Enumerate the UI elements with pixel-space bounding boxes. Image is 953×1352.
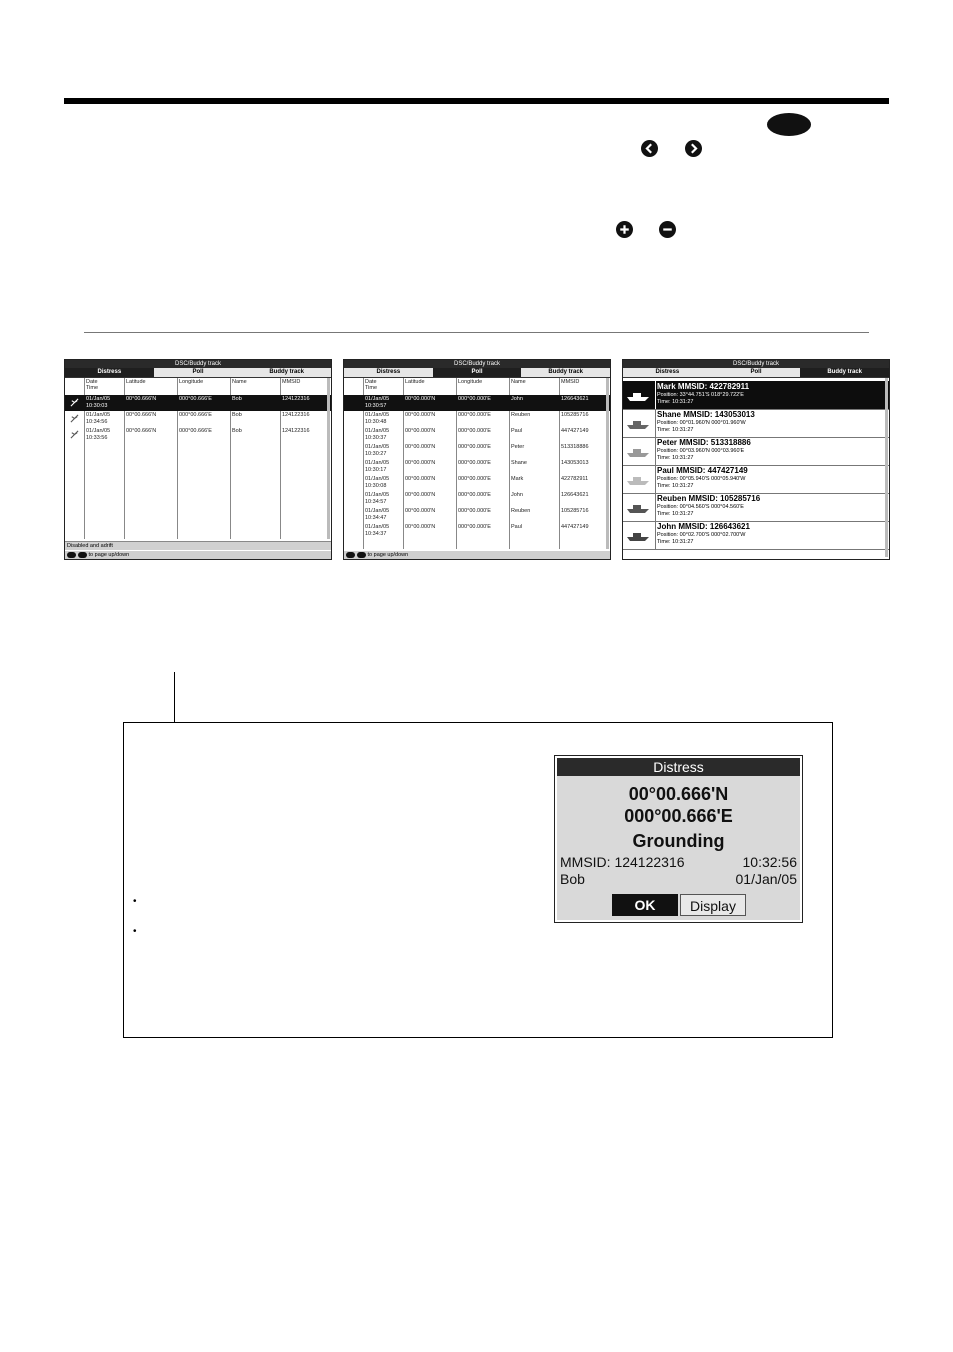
- row-longitude: 000°00.000'E: [458, 492, 491, 498]
- list-item[interactable]: [623, 409, 889, 438]
- row-time: 10:30:48: [365, 419, 387, 425]
- row-mmsid: 124122316: [282, 396, 310, 402]
- tab-bar: [65, 368, 331, 378]
- list-item[interactable]: [623, 493, 889, 522]
- tab-distress[interactable]: Distress: [623, 368, 712, 377]
- row-latitude: 00°00.000'N: [405, 444, 436, 450]
- footer-text: to page up/down: [88, 552, 130, 558]
- right-arrow-key-icon: [685, 140, 702, 157]
- buddy-name: Mark MMSID: 422782911: [657, 382, 750, 391]
- col-mmsid: MMSID: [282, 379, 301, 385]
- table-row[interactable]: [344, 395, 610, 411]
- scrollbar[interactable]: [885, 378, 888, 557]
- distress-flag-icon: [70, 430, 79, 439]
- row-latitude: 00°00.000'N: [405, 492, 436, 498]
- col-name: Name: [511, 379, 526, 385]
- tab-buddy-track[interactable]: Buddy track: [521, 368, 610, 377]
- buddy-name: Paul MMSID: 447427149: [657, 466, 748, 475]
- row-latitude: 00°00.000'N: [405, 508, 436, 514]
- distress-list-screen: [64, 359, 332, 560]
- table-row[interactable]: [344, 507, 610, 523]
- language-badge: [767, 113, 811, 136]
- tab-distress[interactable]: Distress: [344, 368, 433, 377]
- buddy-name: Shane MMSID: 143053013: [657, 410, 755, 419]
- row-name: Paul: [511, 428, 523, 434]
- tab-buddy-track[interactable]: Buddy track: [242, 368, 331, 377]
- buddy-position: Position: 00°05.940'S 000°05.940'W: [657, 476, 746, 482]
- col-latitude: Latitude: [126, 379, 146, 385]
- page-down-key-icon: [78, 552, 87, 558]
- row-time: 10:34:57: [365, 499, 387, 505]
- buddy-name: Peter MMSID: 513318886: [657, 438, 751, 447]
- popup-name: Bob: [560, 871, 585, 887]
- table-header: [344, 378, 610, 394]
- row-name: Peter: [511, 444, 525, 450]
- row-date: 01/Jan/05: [365, 524, 390, 530]
- table-row[interactable]: [65, 395, 331, 411]
- status-line: Disabled and adrift: [65, 541, 331, 550]
- row-longitude: 000°00.666'E: [179, 428, 212, 434]
- col-longitude: Longitude: [179, 379, 204, 385]
- row-latitude: 00°00.000'N: [405, 476, 436, 482]
- distress-flag-icon: [70, 414, 79, 423]
- buddy-position: Position: 33°44.751'S 018°29.722'E: [657, 392, 744, 398]
- page-up-key-icon: [67, 552, 76, 558]
- row-longitude: 000°00.000'E: [458, 412, 491, 418]
- boat-icon: [625, 528, 651, 542]
- row-longitude: 000°00.666'E: [179, 412, 212, 418]
- popup-latitude: 00°00.666'N: [628, 784, 729, 804]
- popup-name-line: [560, 871, 797, 888]
- row-latitude: 00°00.666'N: [126, 396, 157, 402]
- row-date: 01/Jan/05: [365, 412, 390, 418]
- row-time: 10:34:47: [365, 515, 387, 521]
- left-arrow-key-icon: [641, 140, 658, 157]
- row-name: John: [511, 396, 523, 402]
- table-row[interactable]: [344, 411, 610, 427]
- distress-table: [65, 378, 331, 559]
- table-row[interactable]: [65, 411, 331, 427]
- table-row[interactable]: [344, 523, 610, 539]
- tab-buddy-track[interactable]: Buddy track: [800, 368, 889, 377]
- boat-icon: [625, 472, 651, 486]
- row-time: 10:33:56: [86, 435, 108, 441]
- popup-date: 01/Jan/05: [735, 871, 797, 887]
- row-name: Reuben: [511, 412, 531, 418]
- screen-title: DSC/Buddy track: [344, 360, 610, 368]
- popup-time: 10:32:56: [742, 854, 797, 870]
- list-item[interactable]: [623, 521, 889, 550]
- row-mmsid: 513318886: [561, 444, 589, 450]
- buddy-time: Time: 10:31:27: [657, 427, 694, 433]
- buddy-position: Position: 00°04.560'S 000°04.560'E: [657, 504, 744, 510]
- row-longitude: 000°00.000'E: [458, 476, 491, 482]
- page-up-key-icon: [346, 552, 355, 558]
- row-date: 01/Jan/05: [365, 396, 390, 402]
- distress-popup: [554, 755, 803, 923]
- row-time: 10:34:56: [86, 419, 108, 425]
- buddy-time: Time: 10:31:27: [657, 539, 694, 545]
- buddy-position: Position: 00°01.960'N 000°01.960'W: [657, 420, 746, 426]
- row-mmsid: 143053013: [561, 460, 589, 466]
- list-item[interactable]: [623, 381, 889, 410]
- popup-mmsid: MMSID: 124122316: [560, 854, 685, 870]
- ok-button[interactable]: OK: [612, 894, 678, 916]
- popup-mmsid-line: [560, 854, 797, 871]
- row-mmsid: 447427149: [561, 428, 589, 434]
- row-mmsid: 124122316: [282, 428, 310, 434]
- row-mmsid: 105285716: [561, 412, 589, 418]
- scrollbar[interactable]: [606, 378, 609, 549]
- buddy-name: Reuben MMSID: 105285716: [657, 494, 761, 503]
- row-divider: [655, 465, 656, 493]
- tab-poll[interactable]: Poll: [154, 368, 243, 377]
- row-latitude: 00°00.666'N: [126, 428, 157, 434]
- table-header: [65, 378, 331, 394]
- row-name: John: [511, 492, 523, 498]
- row-divider: [655, 493, 656, 521]
- row-longitude: 000°00.000'E: [458, 524, 491, 530]
- tab-distress[interactable]: Distress: [65, 368, 154, 377]
- row-time: 10:30:57: [365, 403, 387, 409]
- row-date: 01/Jan/05: [365, 476, 390, 482]
- boat-icon: [625, 416, 651, 430]
- row-time: 10:30:37: [365, 435, 387, 441]
- buddy-time: Time: 10:31:27: [657, 399, 694, 405]
- table-row[interactable]: [344, 443, 610, 459]
- display-button[interactable]: Display: [680, 894, 746, 916]
- row-time: 10:30:27: [365, 451, 387, 457]
- tab-poll[interactable]: Poll: [433, 368, 522, 377]
- table-row[interactable]: [344, 459, 610, 475]
- row-date: 01/Jan/05: [365, 428, 390, 434]
- table-row[interactable]: [344, 491, 610, 507]
- screen-title: DSC/Buddy track: [623, 360, 889, 368]
- row-mmsid: 126643621: [561, 492, 589, 498]
- row-name: Bob: [232, 428, 242, 434]
- buddy-time: Time: 10:31:27: [657, 483, 694, 489]
- page-down-key-icon: [357, 552, 366, 558]
- screen-title: DSC/Buddy track: [65, 360, 331, 368]
- col-date: Date: [86, 379, 98, 385]
- col-mmsid: MMSID: [561, 379, 580, 385]
- boat-icon: [625, 444, 651, 458]
- row-longitude: 000°00.000'E: [458, 460, 491, 466]
- row-name: Reuben: [511, 508, 531, 514]
- row-name: Shane: [511, 460, 527, 466]
- table-row[interactable]: [344, 427, 610, 443]
- popup-nature: Grounding: [632, 831, 725, 851]
- row-divider: [655, 381, 656, 409]
- top-rule: [64, 98, 889, 104]
- popup-longitude: 000°00.666'E: [624, 806, 733, 826]
- row-divider: [655, 409, 656, 437]
- row-longitude: 000°00.000'E: [458, 508, 491, 514]
- footer-hint: [65, 551, 331, 559]
- buddy-track-screen: [622, 359, 890, 560]
- col-date: Date: [365, 379, 377, 385]
- row-mmsid: 447427149: [561, 524, 589, 530]
- row-name: Bob: [232, 412, 242, 418]
- row-mmsid: 126643621: [561, 396, 589, 402]
- row-latitude: 00°00.000'N: [405, 524, 436, 530]
- row-latitude: 00°00.000'N: [405, 428, 436, 434]
- tab-bar: [623, 368, 889, 378]
- poll-table: [344, 378, 610, 559]
- row-date: 01/Jan/05: [365, 460, 390, 466]
- buddy-name: John MMSID: 126643621: [657, 522, 750, 531]
- table-row[interactable]: [344, 475, 610, 491]
- note-stem: [174, 672, 175, 722]
- footer-text: to page up/down: [367, 552, 409, 558]
- row-time: 10:34:37: [365, 531, 387, 537]
- minus-key-icon: [659, 221, 676, 238]
- row-latitude: 00°00.000'N: [405, 396, 436, 402]
- row-mmsid: 124122316: [282, 412, 310, 418]
- table-row[interactable]: [65, 427, 331, 443]
- row-longitude: 000°00.666'E: [179, 396, 212, 402]
- section-divider: [84, 332, 869, 333]
- col-name: Name: [232, 379, 247, 385]
- list-item[interactable]: [623, 437, 889, 466]
- row-name: Mark: [511, 476, 524, 482]
- row-time: 10:30:17: [365, 467, 387, 473]
- col-latitude: Latitude: [405, 379, 425, 385]
- distress-flag-icon: [70, 398, 79, 407]
- row-longitude: 000°00.000'E: [458, 396, 491, 402]
- buddy-position: Position: 00°02.700'S 000°02.700'W: [657, 532, 746, 538]
- buddy-time: Time: 10:31:27: [657, 511, 694, 517]
- row-date: 01/Jan/05: [86, 396, 111, 402]
- col-time: Time: [365, 385, 378, 391]
- row-latitude: 00°00.000'N: [405, 460, 436, 466]
- list-item[interactable]: [623, 465, 889, 494]
- row-date: 01/Jan/05: [365, 492, 390, 498]
- row-longitude: 000°00.000'E: [458, 444, 491, 450]
- scrollbar[interactable]: [327, 378, 330, 539]
- buddy-time: Time: 10:31:27: [657, 455, 694, 461]
- buddy-list: [623, 381, 889, 559]
- row-mmsid: 422782911: [561, 476, 589, 482]
- row-name: Bob: [232, 396, 242, 402]
- row-date: 01/Jan/05: [365, 508, 390, 514]
- row-longitude: 000°00.000'E: [458, 428, 491, 434]
- tab-bar: [344, 368, 610, 378]
- row-divider: [655, 521, 656, 549]
- bullet: •: [133, 896, 137, 907]
- row-divider: [655, 437, 656, 465]
- row-latitude: 00°00.000'N: [405, 412, 436, 418]
- row-mmsid: 105285716: [561, 508, 589, 514]
- row-name: Paul: [511, 524, 523, 530]
- row-date: 01/Jan/05: [86, 428, 111, 434]
- row-time: 10:30:03: [86, 403, 108, 409]
- boat-icon: [625, 388, 651, 402]
- row-time: 10:30:08: [365, 483, 387, 489]
- row-date: 01/Jan/05: [86, 412, 111, 418]
- popup-body: [557, 758, 800, 920]
- tab-poll[interactable]: Poll: [712, 368, 801, 377]
- row-date: 01/Jan/05: [365, 444, 390, 450]
- buddy-position: Position: 00°03.960'N 000°03.960'E: [657, 448, 745, 454]
- popup-title: Distress: [557, 758, 800, 776]
- col-time: Time: [86, 385, 99, 391]
- col-longitude: Longitude: [458, 379, 483, 385]
- plus-key-icon: [616, 221, 633, 238]
- row-latitude: 00°00.666'N: [126, 412, 157, 418]
- boat-icon: [625, 500, 651, 514]
- footer-hint: [344, 551, 610, 559]
- bullet: •: [133, 926, 137, 937]
- poll-list-screen: [343, 359, 611, 560]
